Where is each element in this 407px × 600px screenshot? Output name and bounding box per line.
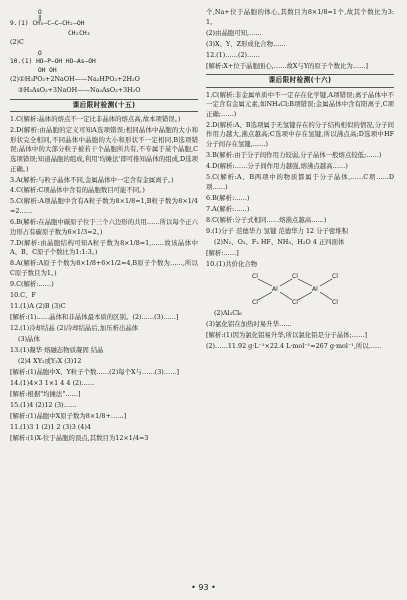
q10-bottom: OH OH <box>38 66 57 74</box>
al2cl6-structure <box>206 271 394 307</box>
cl-atom: Cl <box>252 273 258 281</box>
q9-structure <box>10 8 198 38</box>
answer-line: 11.(1)3 1 (2)1 2 (3)3 (4)4 <box>10 422 91 431</box>
answer-line: 8.A(解析:A原子个数为8×1/8+6×1/2=4,B原子个数为……,所以C原子数目为1。) <box>10 259 198 277</box>
answer-line: (2)……11.92 g·L⁻¹×22.4 L·mol⁻¹=267 g·mol⁻¹,所以…… <box>206 342 382 351</box>
answer-line: 11.(1)A (2)B (3)C <box>10 301 66 310</box>
answer-line: 4.D(解析:……分子间作用力越强,熔沸点越高……) <box>206 162 348 171</box>
q9-carbonyl-o: O <box>38 9 42 16</box>
answer-line: 12.(1)冷却结晶 (2)冷却结晶后,加压析出晶体 <box>10 323 139 332</box>
q10-structure-line: 10.(1) HO—P—OH HO—As—OH <box>10 57 96 65</box>
section-title-16: 课后限时检测(十六) <box>206 74 394 88</box>
q10-top-o: O <box>38 49 42 57</box>
answer-line: [解析:(1)X-位于晶胞的顶点,其数目为12×1/4=3 <box>10 433 149 442</box>
answer-line: 1.C(解析:晶体的熔点不一定比非晶体的熔点高,故本项错误。) <box>10 115 181 124</box>
answer-line: 2.D(解析:由晶胞的定义可知A选项错误;相同晶体中晶胞的大小和形状完全相同,不同晶体中晶胞的大小和形状不一定相同,B选项错误;晶体中的大部分粒子被若干个晶胞所共有,不专属于某个晶胞,C选项错误;知道晶胞的组成,利用'均摊法'即可推知晶体的组成,D选项正确。) <box>10 126 198 173</box>
answer-line: 9.(1)分子 范德华力 氢键 范德华力 12 分子密堆积 <box>206 226 349 235</box>
answer-line: 10.C、F <box>10 290 36 299</box>
answer-line: 13.(1)凝华 熔融态物质凝固 结晶 <box>10 345 104 354</box>
answer-line: (3)X、Y、Z形成化合物…… <box>206 39 286 48</box>
answer-line: 5.C(解析:A项晶胞中含有A粒子数为8×1/8=1,B粒子数为8×1/4=2…… <box>10 197 198 216</box>
al-atom: Al <box>312 286 318 294</box>
q9-double-bond: ‖ <box>38 15 42 22</box>
q10-structure <box>10 49 198 75</box>
q9-part2: (2)C <box>10 38 24 46</box>
cl-atom: Cl <box>332 299 338 307</box>
right-column <box>206 8 394 353</box>
answer-line: 7.D(解析:由晶胞结构可知A粒子数为8×1/8=1,……故该晶体中A、B、C原子个数比为1:1:3。) <box>10 238 198 257</box>
answer-line: 14.(1)4×3 1×1 4 4 (2)…… <box>10 378 95 387</box>
answer-line: 6.B(解析:……) <box>206 193 250 202</box>
answer-line: [解析:……] <box>206 248 239 257</box>
answer-line: [解析:X+位于晶胞面心,……故X与Y的原子个数比为……] <box>206 61 369 70</box>
q10-part2: (2)①H₃PO₃+2NaOH——Na₂HPO₃+2H₂O <box>10 74 140 83</box>
answer-line: (2)由晶胞可知,…… <box>206 28 262 37</box>
al-atom: Al <box>272 286 278 294</box>
answer-line: [解析:(1)因为氯化铝易升华,所以氯化铝是分子晶体;……] <box>206 331 367 340</box>
cl-atom: Cl <box>252 299 258 307</box>
q10-part3: ②H₃AsO₃+3NaOH——Na₃AsO₃+3H₂O <box>18 85 141 94</box>
answer-line: 8.C(解析:分子式相同……熔沸点越高……) <box>206 215 327 224</box>
answer-line: 3.A(解析:与粒子晶体不同,金属晶体中一定含有金属离子。) <box>10 175 174 184</box>
answer-line: 7.A(解析:……) <box>206 204 250 213</box>
cl-atom: Cl <box>292 299 298 307</box>
answer-line: [解析:(1)晶胞中X原子数为8×1/8+……] <box>10 411 127 420</box>
answer-line: (2)4 XY₂或Y₂X (3)12 <box>18 356 82 365</box>
answer-line: 1.C(解析:非金属单质中不一定存在化学键,A项错误;离子晶体中不一定含有金属元素,如NH₄Cl;B项错误;金属晶体中含有阳离子,C项正确;……) <box>206 90 394 118</box>
answer-line: 10.(1)共价化合物 <box>206 259 258 268</box>
cl-atom: Cl <box>292 273 298 281</box>
answer-line: 4.C(解析:C项晶体中含有的晶胞数目可能不同。) <box>10 186 145 195</box>
section-title-15: 课后限时检测(十五) <box>10 99 198 113</box>
answer-line: 12.(1)……(2)…… <box>206 50 260 59</box>
answer-line: [解析:(1)……晶体和非晶体最本质的区别。(2)……(3)……] <box>10 312 179 321</box>
page-number: • 93 • <box>191 583 216 592</box>
answer-line: (2)N₂、O₂、F₂ HF、NH₃、H₂O 4 正四面体 <box>214 237 345 246</box>
answer-line: 15.(1)4 (2)12 (3)…… <box>10 400 77 409</box>
left-column <box>10 8 198 445</box>
q9-structure-line: 9.(1) CH₃—C—C—CH₂—OH <box>10 20 85 27</box>
answer-line: (3)晶体 <box>18 334 40 343</box>
answer-line: [解析:(1)晶胞中X、Y粒子个数……(2)每个X与……(3)……] <box>10 367 180 376</box>
cl-atom: Cl <box>332 273 338 281</box>
answer-line: (3)氯化铝在加热时易升华…… <box>206 320 292 329</box>
q9-branch: CH₂CH₃ <box>68 30 91 37</box>
answer-line: 个,Na+位于晶胞的体心,其数目为8×1/8=1个,故其个数比为3:1。 <box>206 8 394 26</box>
al2cl6-diagram <box>246 271 346 307</box>
answer-line: 6.B(解析:在晶胞中碳原子位于三个六边形的共用……所以每个正六边形占有碳原子数为6×1/3=2。) <box>10 218 198 236</box>
answer-line: 2.D(解析:A、B选项属于无氢键存在的分子结构相似的情况,分子间作用力越大,沸点越高;C选项中存在氢键,所以沸点高;D选项中HF分子间存在氢键,……) <box>206 120 394 149</box>
answer-line: 3.B(解析:由于分子间作用力较弱,分子晶体一般熔点较低;……) <box>206 151 382 160</box>
answer-line: [解析:根据"均摊法"……] <box>10 389 81 398</box>
answer-line: 9.C(解析:……) <box>10 279 54 288</box>
answer-line: 5.C(解析:A、B两项中的物质都属于分子晶体,……C项……D项……) <box>206 173 394 191</box>
answer-line: (2)Al₂Cl₆ <box>214 309 242 318</box>
